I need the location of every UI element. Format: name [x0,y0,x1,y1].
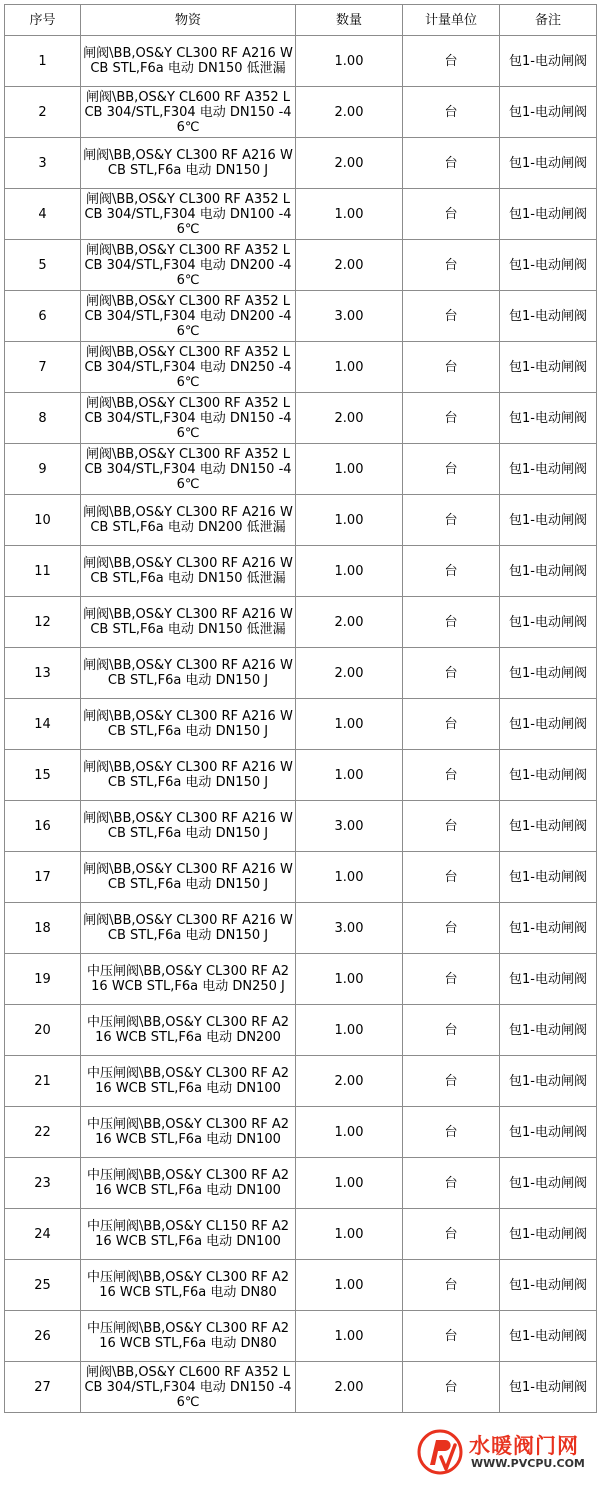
table-row [5,87,597,138]
header-material: 物资 [81,5,296,36]
table-row [5,1158,597,1209]
table-row [5,852,597,903]
cell-index: 13 [5,648,81,699]
cell-material: 闸阀\BB,OS&Y CL300 RF A216 WCB STL,F6a 电动 DN150 J [81,801,296,852]
cell-remark: 包1-电动闸阀 [500,1158,597,1209]
cell-index: 3 [5,138,81,189]
cell-index: 15 [5,750,81,801]
cell-quantity: 1.00 [296,1107,403,1158]
cell-index: 23 [5,1158,81,1209]
cell-index: 26 [5,1311,81,1362]
cell-material: 闸阀\BB,OS&Y CL600 RF A352 LCB 304/STL,F304 电动 DN150 -46℃ [81,1362,296,1413]
cell-remark: 包1-电动闸阀 [500,1311,597,1362]
cell-material: 中压闸阀\BB,OS&Y CL300 RF A216 WCB STL,F6a 电动 DN250 J [81,954,296,1005]
cell-material: 闸阀\BB,OS&Y CL300 RF A352 LCB 304/STL,F304 电动 DN100 -46℃ [81,189,296,240]
cell-remark: 包1-电动闸阀 [500,648,597,699]
materials-table [4,4,597,1413]
cell-quantity: 1.00 [296,699,403,750]
table-row [5,1005,597,1056]
cell-index: 8 [5,393,81,444]
watermark-url: WWW.PVCPU.COM [471,1457,585,1470]
cell-quantity: 1.00 [296,342,403,393]
cell-index: 2 [5,87,81,138]
cell-remark: 包1-电动闸阀 [500,546,597,597]
cell-unit: 台 [403,1107,500,1158]
table-row [5,1260,597,1311]
cell-material: 中压闸阀\BB,OS&Y CL300 RF A216 WCB STL,F6a 电动 DN80 [81,1260,296,1311]
cell-index: 20 [5,1005,81,1056]
cell-remark: 包1-电动闸阀 [500,1107,597,1158]
cell-remark: 包1-电动闸阀 [500,1260,597,1311]
cell-quantity: 1.00 [296,954,403,1005]
cell-material: 闸阀\BB,OS&Y CL300 RF A352 LCB 304/STL,F304 电动 DN250 -46℃ [81,342,296,393]
cell-unit: 台 [403,189,500,240]
cell-remark: 包1-电动闸阀 [500,87,597,138]
cell-unit: 台 [403,954,500,1005]
cell-quantity: 1.00 [296,1209,403,1260]
cell-quantity: 1.00 [296,546,403,597]
cell-unit: 台 [403,291,500,342]
cell-quantity: 2.00 [296,648,403,699]
cell-remark: 包1-电动闸阀 [500,1209,597,1260]
cell-unit: 台 [403,495,500,546]
cell-remark: 包1-电动闸阀 [500,1056,597,1107]
cell-remark: 包1-电动闸阀 [500,801,597,852]
cell-remark: 包1-电动闸阀 [500,342,597,393]
cell-material: 闸阀\BB,OS&Y CL300 RF A216 WCB STL,F6a 电动 DN150 J [81,648,296,699]
cell-unit: 台 [403,1209,500,1260]
cell-unit: 台 [403,852,500,903]
cell-material: 闸阀\BB,OS&Y CL300 RF A216 WCB STL,F6a 电动 DN200 低泄漏 [81,495,296,546]
site-watermark [417,1427,592,1479]
cell-quantity: 1.00 [296,1311,403,1362]
cell-remark: 包1-电动闸阀 [500,291,597,342]
table-row [5,1107,597,1158]
cell-remark: 包1-电动闸阀 [500,393,597,444]
cell-index: 21 [5,1056,81,1107]
cell-index: 14 [5,699,81,750]
cell-index: 22 [5,1107,81,1158]
table-row [5,138,597,189]
cell-index: 10 [5,495,81,546]
cell-index: 1 [5,36,81,87]
cell-index: 24 [5,1209,81,1260]
cell-unit: 台 [403,1311,500,1362]
cell-index: 6 [5,291,81,342]
cell-index: 16 [5,801,81,852]
cell-material: 闸阀\BB,OS&Y CL300 RF A216 WCB STL,F6a 电动 DN150 J [81,138,296,189]
cell-quantity: 2.00 [296,393,403,444]
table-row [5,699,597,750]
cell-remark: 包1-电动闸阀 [500,138,597,189]
cell-index: 25 [5,1260,81,1311]
cell-material: 闸阀\BB,OS&Y CL300 RF A216 WCB STL,F6a 电动 DN150 低泄漏 [81,546,296,597]
table-row [5,495,597,546]
cell-remark: 包1-电动闸阀 [500,597,597,648]
cell-material: 闸阀\BB,OS&Y CL300 RF A216 WCB STL,F6a 电动 DN150 J [81,903,296,954]
cell-unit: 台 [403,1260,500,1311]
table-row [5,342,597,393]
cell-index: 18 [5,903,81,954]
cell-unit: 台 [403,138,500,189]
cell-material: 闸阀\BB,OS&Y CL300 RF A216 WCB STL,F6a 电动 DN150 低泄漏 [81,36,296,87]
cell-quantity: 2.00 [296,138,403,189]
cell-quantity: 2.00 [296,87,403,138]
cell-material: 中压闸阀\BB,OS&Y CL300 RF A216 WCB STL,F6a 电动 DN100 [81,1107,296,1158]
table-row [5,597,597,648]
cell-unit: 台 [403,750,500,801]
table-row [5,1056,597,1107]
cell-quantity: 1.00 [296,750,403,801]
cell-quantity: 2.00 [296,1362,403,1413]
cell-quantity: 1.00 [296,852,403,903]
cell-index: 27 [5,1362,81,1413]
cell-material: 中压闸阀\BB,OS&Y CL300 RF A216 WCB STL,F6a 电动 DN200 [81,1005,296,1056]
header-remark: 备注 [500,5,597,36]
cell-unit: 台 [403,36,500,87]
cell-index: 19 [5,954,81,1005]
table-row [5,189,597,240]
table-row [5,750,597,801]
cell-unit: 台 [403,903,500,954]
cell-remark: 包1-电动闸阀 [500,444,597,495]
cell-unit: 台 [403,648,500,699]
cell-material: 中压闸阀\BB,OS&Y CL150 RF A216 WCB STL,F6a 电动 DN100 [81,1209,296,1260]
cell-quantity: 3.00 [296,903,403,954]
cell-material: 闸阀\BB,OS&Y CL300 RF A352 LCB 304/STL,F304 电动 DN150 -46℃ [81,444,296,495]
cell-remark: 包1-电动闸阀 [500,36,597,87]
cell-material: 中压闸阀\BB,OS&Y CL300 RF A216 WCB STL,F6a 电动 DN100 [81,1056,296,1107]
cell-material: 闸阀\BB,OS&Y CL300 RF A216 WCB STL,F6a 电动 DN150 J [81,750,296,801]
cell-material: 中压闸阀\BB,OS&Y CL300 RF A216 WCB STL,F6a 电动 DN100 [81,1158,296,1209]
cell-quantity: 3.00 [296,801,403,852]
cell-quantity: 3.00 [296,291,403,342]
table-row [5,903,597,954]
cell-unit: 台 [403,342,500,393]
cell-quantity: 1.00 [296,189,403,240]
cell-material: 闸阀\BB,OS&Y CL300 RF A216 WCB STL,F6a 电动 DN150 低泄漏 [81,597,296,648]
cell-index: 7 [5,342,81,393]
cell-quantity: 1.00 [296,1260,403,1311]
cell-unit: 台 [403,1005,500,1056]
table-row [5,444,597,495]
table-row [5,240,597,291]
cell-quantity: 1.00 [296,444,403,495]
table-header-row [5,5,597,36]
cell-unit: 台 [403,1158,500,1209]
cell-unit: 台 [403,699,500,750]
table-row [5,393,597,444]
cell-remark: 包1-电动闸阀 [500,852,597,903]
cell-material: 闸阀\BB,OS&Y CL300 RF A352 LCB 304/STL,F304 电动 DN200 -46℃ [81,291,296,342]
table-row [5,546,597,597]
cell-material: 闸阀\BB,OS&Y CL300 RF A216 WCB STL,F6a 电动 DN150 J [81,699,296,750]
cell-remark: 包1-电动闸阀 [500,699,597,750]
table-row [5,36,597,87]
cell-index: 9 [5,444,81,495]
cell-material: 闸阀\BB,OS&Y CL300 RF A352 LCB 304/STL,F304 电动 DN150 -46℃ [81,393,296,444]
cell-unit: 台 [403,87,500,138]
cell-index: 4 [5,189,81,240]
cell-unit: 台 [403,546,500,597]
header-index: 序号 [5,5,81,36]
cell-quantity: 1.00 [296,1005,403,1056]
cell-remark: 包1-电动闸阀 [500,954,597,1005]
cell-material: 中压闸阀\BB,OS&Y CL300 RF A216 WCB STL,F6a 电动 DN80 [81,1311,296,1362]
table-row [5,291,597,342]
cell-index: 11 [5,546,81,597]
pv-logo-icon [417,1429,463,1475]
table-row [5,801,597,852]
cell-remark: 包1-电动闸阀 [500,750,597,801]
cell-unit: 台 [403,1056,500,1107]
cell-material: 闸阀\BB,OS&Y CL300 RF A216 WCB STL,F6a 电动 DN150 J [81,852,296,903]
cell-remark: 包1-电动闸阀 [500,189,597,240]
cell-unit: 台 [403,597,500,648]
table-row [5,1311,597,1362]
cell-unit: 台 [403,1362,500,1413]
cell-material: 闸阀\BB,OS&Y CL600 RF A352 LCB 304/STL,F304 电动 DN150 -46℃ [81,87,296,138]
cell-unit: 台 [403,240,500,291]
cell-index: 12 [5,597,81,648]
cell-index: 17 [5,852,81,903]
cell-remark: 包1-电动闸阀 [500,903,597,954]
table-row [5,1209,597,1260]
cell-quantity: 1.00 [296,1158,403,1209]
cell-quantity: 2.00 [296,597,403,648]
cell-quantity: 1.00 [296,36,403,87]
header-unit: 计量单位 [403,5,500,36]
cell-unit: 台 [403,801,500,852]
watermark-title: 水暖阀门网 [469,1434,579,1458]
cell-index: 5 [5,240,81,291]
cell-quantity: 1.00 [296,495,403,546]
table-row [5,1362,597,1413]
table-row [5,954,597,1005]
cell-unit: 台 [403,444,500,495]
table-row [5,648,597,699]
cell-remark: 包1-电动闸阀 [500,1005,597,1056]
cell-unit: 台 [403,393,500,444]
cell-quantity: 2.00 [296,240,403,291]
table-body [5,36,597,1413]
header-quantity: 数量 [296,5,403,36]
cell-quantity: 2.00 [296,1056,403,1107]
cell-remark: 包1-电动闸阀 [500,240,597,291]
cell-material: 闸阀\BB,OS&Y CL300 RF A352 LCB 304/STL,F304 电动 DN200 -46℃ [81,240,296,291]
cell-remark: 包1-电动闸阀 [500,495,597,546]
cell-remark: 包1-电动闸阀 [500,1362,597,1413]
